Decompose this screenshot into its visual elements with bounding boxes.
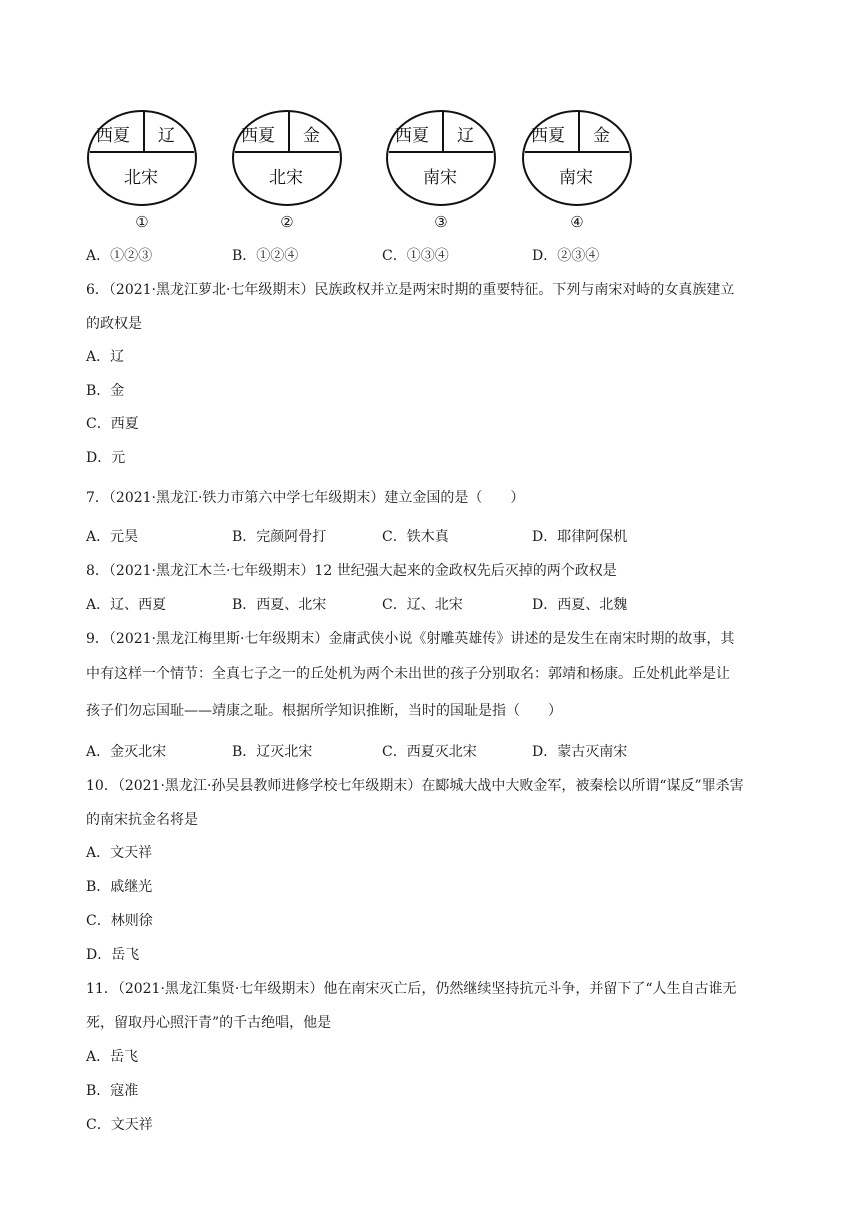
q8-option-d[interactable]: D．西夏、北魏 [532,597,628,613]
q11-option-b[interactable]: B．寇准 [86,1083,139,1099]
diagram-4 [521,108,633,231]
diagram-3-circle [385,108,497,208]
diagram-2-top-left: 西夏 [241,126,275,146]
q10-option-a[interactable]: A．文天祥 [86,845,153,861]
q6-option-c[interactable]: C．西夏 [86,416,139,432]
q5-option-d[interactable]: D．②③④ [532,248,600,264]
q5-option-c[interactable]: C．①③④ [382,248,449,264]
q7-option-b[interactable]: B．完颜阿骨打 [232,529,327,545]
diagram-2-circle [231,108,343,208]
diagram-1-circle [86,108,198,208]
q10-option-d[interactable]: D．岳飞 [86,947,140,963]
diagram-4-top-left: 西夏 [531,126,565,146]
q11-stem-line-1: 11．（2021·黑龙江集贤·七年级期末）他在南宋灭亡后，仍然继续坚持抗元斗争，并留下了“人生自古谁无 [86,981,737,997]
q6-option-b[interactable]: B．金 [86,383,125,399]
diagram-3 [385,108,497,231]
q9-stem-line-3: 孩子们勿忘国耻——靖康之耻。根据所学知识推断，当时的国耻是指（ ） [86,703,562,719]
diagram-3-top-left: 西夏 [395,126,429,146]
q6-option-d[interactable]: D．元 [86,450,126,466]
diagram-2-label: ② [280,213,294,231]
diagram-3-bottom: 南宋 [423,168,457,188]
diagram-2-bottom: 北宋 [269,168,303,188]
q10-stem-line-1: 10．（2021·黑龙江·孙吴县教师进修学校七年级期末）在郾城大战中大败金军，被秦桧以所谓“谋反”罪杀害 [86,778,744,794]
q8-option-b[interactable]: B．西夏、北宋 [232,597,327,613]
diagram-1-top-right: 辽 [158,126,175,146]
q5-option-a[interactable]: A．①②③ [86,248,153,264]
q6-option-a[interactable]: A．辽 [86,349,125,365]
q9-option-c[interactable]: C．西夏灭北宋 [382,744,477,760]
q11-stem-line-2: 死，留取丹心照汗青”的千古绝唱，他是 [86,1015,332,1031]
diagram-4-bottom: 南宋 [559,168,593,188]
diagram-1-bottom: 北宋 [124,168,158,188]
q9-option-b[interactable]: B．辽灭北宋 [232,744,313,760]
diagram-1-label: ① [135,213,149,231]
diagram-2 [231,108,343,231]
q8-stem: 8．（2021·黑龙江木兰·七年级期末）12 世纪强大起来的金政权先后灭掉的两个政权是 [86,563,617,579]
diagram-4-circle [521,108,633,208]
q10-stem-line-2: 的南宋抗金名将是 [86,812,198,828]
q9-stem-line-1: 9．（2021·黑龙江梅里斯·七年级期末）金庸武侠小说《射雕英雄传》讲述的是发生在南宋时期的故事，其 [86,631,735,647]
q7-option-c[interactable]: C．铁木真 [382,529,449,545]
q7-option-d[interactable]: D．耶律阿保机 [532,529,628,545]
q8-option-a[interactable]: A．辽、西夏 [86,597,167,613]
q9-stem-line-2: 中有这样一个情节：全真七子之一的丘处机为两个未出世的孩子分别取名：郭靖和杨康。丘处机此举是让 [86,666,730,682]
diagram-3-top-right: 辽 [457,126,474,146]
diagram-2-top-right: 金 [303,126,320,146]
q10-option-c[interactable]: C．林则徐 [86,913,153,929]
diagram-3-label: ③ [434,213,448,231]
q6-stem-line-1: 6．（2021·黑龙江萝北·七年级期末）民族政权并立是两宋时期的重要特征。下列与南宋对峙的女真族建立 [86,282,735,298]
diagram-1-top-left: 西夏 [96,126,130,146]
diagram-4-top-right: 金 [593,126,610,146]
q8-option-c[interactable]: C．辽、北宋 [382,597,463,613]
q10-option-b[interactable]: B．戚继光 [86,879,153,895]
q9-option-d[interactable]: D．蒙古灭南宋 [532,744,628,760]
q7-option-a[interactable]: A．元昊 [86,529,139,545]
diagram-1 [86,108,198,231]
q7-stem: 7．（2021·黑龙江·铁力市第六中学七年级期末）建立金国的是（ ） [86,490,525,506]
q11-option-c[interactable]: C．文天祥 [86,1117,153,1133]
q11-option-a[interactable]: A．岳飞 [86,1049,139,1065]
q5-option-b[interactable]: B．①②④ [232,248,299,264]
q6-stem-line-2: 的政权是 [86,316,142,332]
diagram-4-label: ④ [570,213,584,231]
regime-diagrams [86,108,646,233]
q9-option-a[interactable]: A．金灭北宋 [86,744,167,760]
